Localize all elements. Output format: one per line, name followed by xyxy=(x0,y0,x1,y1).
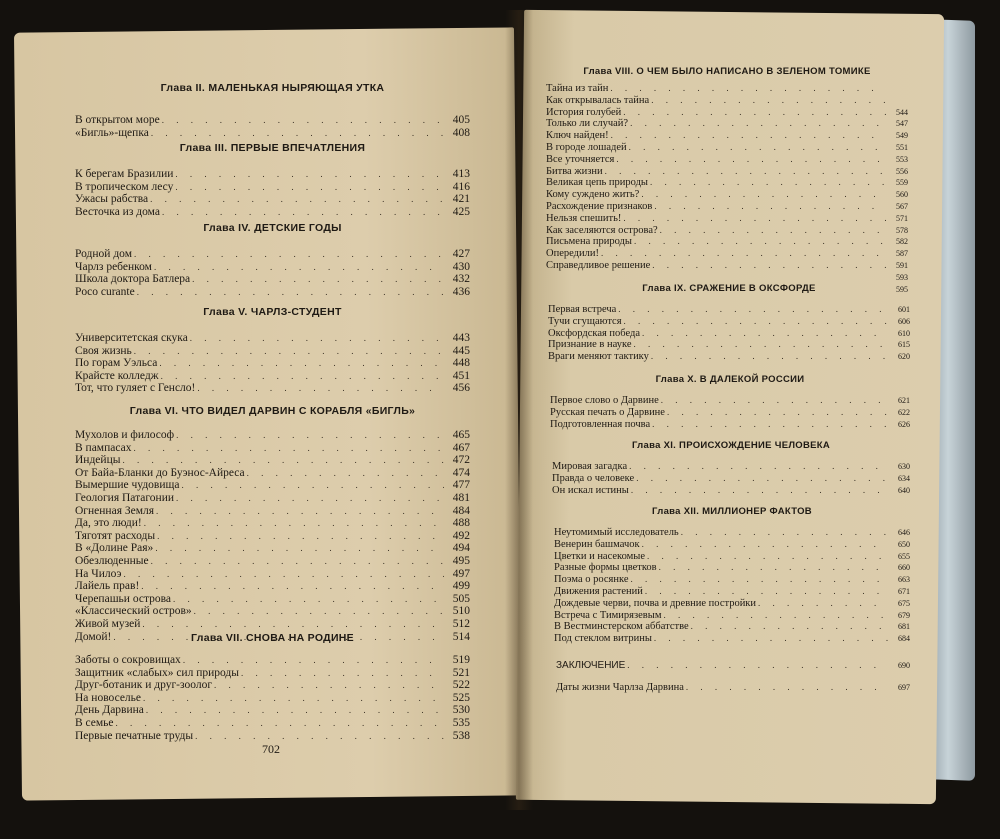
toc-list xyxy=(548,304,910,363)
toc-entry: Первая встреча . . . 601 xyxy=(548,304,910,316)
toc-entry: В семье . . . 535 xyxy=(75,717,470,730)
toc-entry: Первые печатные труды . . . 538 xyxy=(75,730,470,743)
toc-entry: На новоселье . . . 525 xyxy=(75,692,470,705)
toc-entry: Опередили! . . . 587 xyxy=(546,248,908,260)
toc-entry: В Вестминстерском аббатстве . . . 681 xyxy=(554,621,910,633)
toc-entry: Движения растений . . . 671 xyxy=(554,586,910,598)
toc-entry: Ключ найден! . . . 549 xyxy=(546,130,908,142)
toc-entry: Неутомимый исследователь . . . 646 xyxy=(554,527,910,539)
toc-entry: Защитник «слабых» сил природы . . . 521 xyxy=(75,667,470,680)
toc-entry: В открытом море . . . 405 xyxy=(75,114,470,127)
toc-entry: 595 xyxy=(896,284,908,294)
toc-entry: Школа доктора Батлера . . . 432 xyxy=(75,273,470,286)
right-chapter-9 xyxy=(548,283,910,363)
toc-entry: Расхождение признаков . . . 567 xyxy=(546,201,908,213)
right-conclusion xyxy=(556,660,910,694)
book-gutter xyxy=(505,10,533,810)
toc-entry: Как заселяются острова? . . . 578 xyxy=(546,225,908,237)
toc-entry: Друг-ботаник и друг-зоолог . . . 522 xyxy=(75,679,470,692)
toc-entry: Встреча с Тимирязевым . . . 679 xyxy=(554,610,910,622)
chapter-title: Глава IX. СРАЖЕНИЕ В ОКСФОРДЕ xyxy=(642,283,816,294)
toc-entry: Тот, что гуляет с Генсло! . . . 456 xyxy=(75,382,470,395)
toc-entry: Оксфордская победа . . . 610 xyxy=(548,328,910,340)
toc-entry: Правда о человеке . . . 634 xyxy=(552,473,910,485)
toc-list xyxy=(75,429,470,643)
toc-entry: Под стеклом витрины . . . 684 xyxy=(554,633,910,645)
dates-entry: Даты жизни Чарлза Дарвина . . . 697 xyxy=(556,682,910,694)
toc-entry: Признание в науке . . . 615 xyxy=(548,339,910,351)
toc-entry: Обезлюденные . . . 495 xyxy=(75,555,470,568)
toc-entry: История голубей . . . 544 xyxy=(546,107,908,119)
toc-entry: Вымершие чудовища . . . 477 xyxy=(75,479,470,492)
conclusion-entry: ЗАКЛЮЧЕНИЕ . . . 690 xyxy=(556,660,910,672)
toc-entry: Подготовленная почва . . . 626 xyxy=(550,419,910,431)
toc-entry: Черепашьи острова . . . 505 xyxy=(75,593,470,606)
toc-entry: Первое слово о Дарвине . . . 621 xyxy=(550,395,910,407)
toc-entry: От Байа-Бланки до Буэнос-Айреса . . . 474 xyxy=(75,467,470,480)
toc-entry: Крайсте колледж . . . 451 xyxy=(75,370,470,383)
chapter-title: Глава III. ПЕРВЫЕ ВПЕЧАТЛЕНИЯ xyxy=(179,142,366,154)
left-chapter-3 xyxy=(75,142,470,218)
toc-entry: Великая цепь природы . . . 559 xyxy=(546,177,908,189)
toc-entry: «Бигль»-щепка . . . 408 xyxy=(75,127,470,140)
toc-entry: Живой музей . . . 512 xyxy=(75,618,470,631)
toc-entry: К берегам Бразилии . . . 413 xyxy=(75,168,470,181)
chapter-title: Глава V. ЧАРЛЗ-СТУДЕНТ xyxy=(203,306,342,318)
toc-entry: Письмена природы . . . 582 xyxy=(546,236,908,248)
toc-entry: Заботы о сокровищах . . . 519 xyxy=(75,654,470,667)
toc-entry: Ужасы рабства . . . 421 xyxy=(75,193,470,206)
chapter-title: Глава II. МАЛЕНЬКАЯ НЫРЯЮЩАЯ УТКА xyxy=(160,82,385,94)
right-chapter-12 xyxy=(554,506,910,645)
toc-list xyxy=(75,332,470,395)
toc-entry: Чарлз ребенком . . . 430 xyxy=(75,261,470,274)
left-chapter-2 xyxy=(75,82,470,139)
left-chapter-5 xyxy=(75,306,470,395)
toc-entry: Как открывалась тайна . . . xyxy=(546,95,908,107)
toc-list xyxy=(75,654,470,742)
toc-list xyxy=(75,248,470,298)
toc-entry: Враги меняют тактику . . . 620 xyxy=(548,351,910,363)
toc-entry: Венерин башмачок . . . 650 xyxy=(554,539,910,551)
chapter-title: Глава VIII. О ЧЕМ БЫЛО НАПИСАНО В ЗЕЛЕНОМ ТОМИКЕ xyxy=(583,66,871,77)
toc-entry: В тропическом лесу . . . 416 xyxy=(75,181,470,194)
toc-entry: Цветки и насекомые . . . 655 xyxy=(554,551,910,563)
toc-entry: Мировая загадка . . . 630 xyxy=(552,461,910,473)
toc-entry: Лайель прав! . . . 499 xyxy=(75,580,470,593)
toc-list xyxy=(552,461,910,496)
toc-entry: Только ли случай? . . . 547 xyxy=(546,118,908,130)
toc-entry: Нельзя спешить! . . . 571 xyxy=(546,213,908,225)
page-number: 702 xyxy=(262,742,280,756)
toc-entry: Родной дом . . . 427 xyxy=(75,248,470,261)
chapter-title: Глава IV. ДЕТСКИЕ ГОДЫ xyxy=(203,222,342,234)
left-chapter-4 xyxy=(75,222,470,298)
toc-entry: Poco curante . . . 436 xyxy=(75,286,470,299)
toc-entry: 593 xyxy=(896,272,908,282)
toc-entry: Дождевые черви, почва и древние постройки . . . 675 xyxy=(554,598,910,610)
toc-entry: Своя жизнь . . . 445 xyxy=(75,345,470,358)
toc-list xyxy=(75,114,470,139)
right-chapter-10 xyxy=(550,374,910,430)
toc-entry: Да, это люди! . . . 488 xyxy=(75,517,470,530)
toc-entry: Разные формы цветков . . . 660 xyxy=(554,562,910,574)
toc-entry: В пампасах . . . 467 xyxy=(75,442,470,455)
toc-entry: Весточка из дома . . . 425 xyxy=(75,206,470,219)
toc-entry: Геология Патагонии . . . 481 xyxy=(75,492,470,505)
toc-entry: Справедливое решение . . . 591 xyxy=(546,260,908,272)
toc-entry: Он искал истины . . . 640 xyxy=(552,485,910,497)
left-chapter-6 xyxy=(75,405,470,643)
toc-entry: «Классический остров» . . . 510 xyxy=(75,605,470,618)
toc-entry: В «Долине Рая» . . . 494 xyxy=(75,542,470,555)
toc-entry: Тяготят расходы . . . 492 xyxy=(75,530,470,543)
chapter-title: Глава VI. ЧТО ВИДЕЛ ДАРВИН С КОРАБЛЯ «БИГЛЬ» xyxy=(129,405,416,417)
toc-entry: В городе лошадей . . . 551 xyxy=(546,142,908,154)
toc-list xyxy=(550,395,910,430)
toc-entry: Битва жизни . . . 556 xyxy=(546,166,908,178)
toc-entry: Университетская скука . . . 443 xyxy=(75,332,470,345)
left-chapter-7 xyxy=(75,632,470,742)
chapter-title: Глава XI. ПРОИСХОЖДЕНИЕ ЧЕЛОВЕКА xyxy=(631,440,831,451)
toc-entry: Все уточняется . . . 553 xyxy=(546,154,908,166)
chapter-title: Глава X. В ДАЛЕКОЙ РОССИИ xyxy=(655,374,805,385)
toc-entry: Огненная Земля . . . 484 xyxy=(75,505,470,518)
toc-list xyxy=(75,168,470,218)
toc-entry: Домой! . . . 514 xyxy=(75,631,470,644)
right-chapter-8 xyxy=(546,66,908,295)
toc-list xyxy=(554,527,910,645)
toc-entry: На Чилоэ . . . 497 xyxy=(75,568,470,581)
toc-entry: День Дарвина . . . 530 xyxy=(75,704,470,717)
toc-entry: Тайна из тайн . . . xyxy=(546,83,908,95)
chapter-title: Глава XII. МИЛЛИОНЕР ФАКТОВ xyxy=(652,506,812,517)
toc-entry: Индейцы . . . 472 xyxy=(75,454,470,467)
chapter-title: Глава VII. СНОВА НА РОДИНЕ xyxy=(191,632,354,644)
toc-entry: Русская печать о Дарвине . . . 622 xyxy=(550,407,910,419)
toc-entry: Мухолов и философ . . . 465 xyxy=(75,429,470,442)
toc-entry: Кому суждено жить? . . . 560 xyxy=(546,189,908,201)
toc-entry: Поэма о росянке . . . 663 xyxy=(554,574,910,586)
toc-entry: По горам Уэльса . . . 448 xyxy=(75,357,470,370)
toc-list xyxy=(546,83,908,295)
toc-entry: Тучи сгущаются . . . 606 xyxy=(548,316,910,328)
right-chapter-11 xyxy=(552,440,910,496)
